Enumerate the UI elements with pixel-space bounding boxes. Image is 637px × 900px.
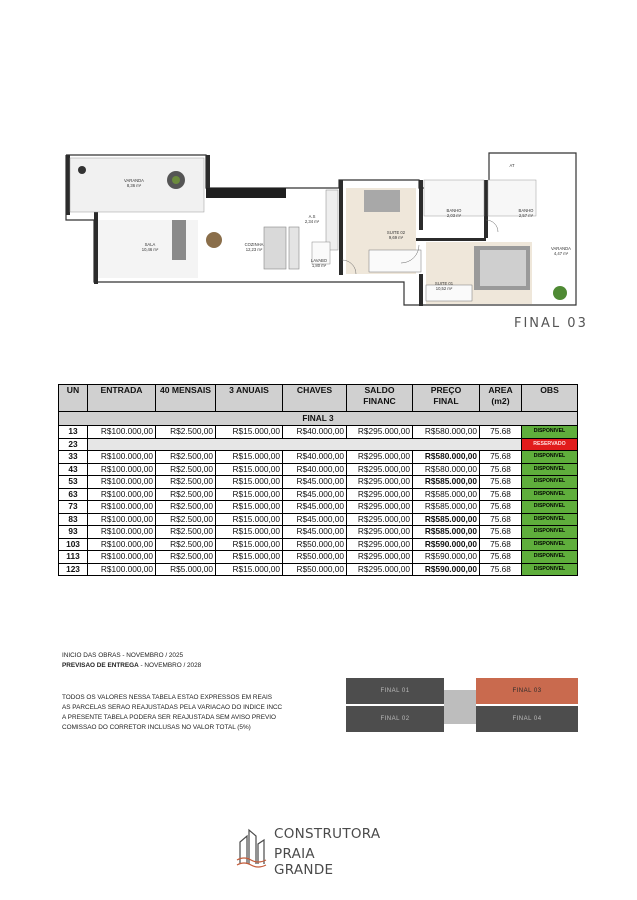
cell-mensais: R$2.500,00 — [156, 513, 216, 526]
cell-status-badge: DISPONIVEL — [522, 526, 578, 539]
room-varanda-name: VARANDA — [124, 178, 144, 183]
cell-mensais: R$2.500,00 — [156, 463, 216, 476]
cell-anuais: R$15.000,00 — [216, 463, 283, 476]
cell-area: 75.68 — [480, 488, 522, 501]
cell-entrada: R$100.000,00 — [88, 538, 156, 551]
col-header-un: UN — [59, 385, 88, 412]
table-row — [59, 526, 578, 539]
note-line: AS PARCELAS SERAO REAJUSTADAS PELA VARIACAO DO INDICE INCC — [62, 704, 283, 711]
cell-area: 75.68 — [480, 551, 522, 564]
cell-status-badge: DISPONIVEL — [522, 476, 578, 489]
cell-status-badge: RESERVADO — [522, 438, 578, 451]
cell-preco: R$580.000,00 — [413, 451, 480, 464]
table-row — [59, 476, 578, 489]
cell-un: 13 — [59, 426, 88, 439]
cell-chaves: R$50.000,00 — [283, 538, 347, 551]
cell-entrada: R$100.000,00 — [88, 501, 156, 514]
room-lavabo-name: LAVABO — [310, 258, 328, 263]
cell-mensais: R$2.500,00 — [156, 526, 216, 539]
col-header-mensais: 40 MENSAIS — [156, 385, 216, 412]
cell-area: 75.68 — [480, 476, 522, 489]
room-as-area: 2,34 m² — [304, 219, 320, 224]
cell-saldo: R$295.000,00 — [347, 563, 413, 576]
room-banho1-name: BANHO — [446, 208, 462, 213]
cell-mensais: R$2.500,00 — [156, 538, 216, 551]
cell-preco: R$590.000,00 — [413, 551, 480, 564]
cell-un: 113 — [59, 551, 88, 564]
delivery-label: PREVISAO DE ENTREGA — [62, 662, 139, 669]
cell-un: 83 — [59, 513, 88, 526]
section-title: FINAL 3 — [59, 412, 578, 426]
floor-plan — [64, 150, 584, 335]
cell-saldo: R$295.000,00 — [347, 451, 413, 464]
table-row — [59, 551, 578, 564]
room-suite2-name: SUITE 02 — [386, 230, 406, 235]
cell-saldo: R$295.000,00 — [347, 551, 413, 564]
col-header-entrada: ENTRADA — [88, 385, 156, 412]
keyplan-final-03: FINAL 03 — [476, 678, 578, 704]
cell-entrada: R$100.000,00 — [88, 426, 156, 439]
col-header-anuais: 3 ANUAIS — [216, 385, 283, 412]
cell-saldo: R$295.000,00 — [347, 426, 413, 439]
note-line: A PRESENTE TABELA PODERA SER REAJUSTADA SEM AVISO PREVIO — [62, 714, 277, 721]
logo-icon — [236, 826, 270, 868]
cell-anuais: R$15.000,00 — [216, 488, 283, 501]
logo-line-1: CONSTRUTORA — [274, 826, 381, 842]
cell-entrada: R$100.000,00 — [88, 526, 156, 539]
cell-preco: R$585.000,00 — [413, 526, 480, 539]
cell-preco: R$580.000,00 — [413, 426, 480, 439]
cell-un: 123 — [59, 563, 88, 576]
cell-preco: R$585.000,00 — [413, 476, 480, 489]
cell-un: 43 — [59, 463, 88, 476]
cell-area: 75.68 — [480, 526, 522, 539]
cell-saldo: R$295.000,00 — [347, 501, 413, 514]
company-logo — [236, 822, 381, 878]
cell-entrada: R$100.000,00 — [88, 513, 156, 526]
col-header-preco: PREÇO FINAL — [413, 385, 480, 412]
cell-chaves: R$40.000,00 — [283, 426, 347, 439]
cell-status-badge: DISPONIVEL — [522, 451, 578, 464]
terms-notes — [62, 693, 282, 733]
cell-mensais: R$2.500,00 — [156, 476, 216, 489]
cell-mensais: R$2.500,00 — [156, 488, 216, 501]
cell-mensais: R$2.500,00 — [156, 451, 216, 464]
col-header-chaves: CHAVES — [283, 385, 347, 412]
col-header-saldo: SALDO FINANC — [347, 385, 413, 412]
cell-saldo: R$295.000,00 — [347, 538, 413, 551]
cell-entrada: R$100.000,00 — [88, 463, 156, 476]
cell-chaves: R$45.000,00 — [283, 476, 347, 489]
table-row — [59, 463, 578, 476]
cell-area: 75.68 — [480, 563, 522, 576]
cell-anuais: R$15.000,00 — [216, 538, 283, 551]
cell-chaves: R$40.000,00 — [283, 463, 347, 476]
table-row — [59, 426, 578, 439]
table-row — [59, 513, 578, 526]
room-suite1-name: SUITE 01 — [434, 281, 454, 286]
room-lavabo-area: 1,80 m² — [311, 263, 327, 268]
price-table — [58, 384, 578, 576]
keyplan-final-02: FINAL 02 — [346, 706, 444, 732]
keyplan-final-01: FINAL 01 — [346, 678, 444, 704]
cell-entrada: R$100.000,00 — [88, 551, 156, 564]
key-plan — [346, 678, 578, 738]
cell-entrada: R$100.000,00 — [88, 476, 156, 489]
cell-un: 63 — [59, 488, 88, 501]
room-varanda2-name: VARANDA — [551, 246, 571, 251]
room-varanda-area: 8,36 m² — [126, 183, 142, 188]
cell-un: 93 — [59, 526, 88, 539]
cell-chaves: R$50.000,00 — [283, 563, 347, 576]
table-row — [59, 501, 578, 514]
room-banho2-area: 2,57 m² — [518, 213, 534, 218]
cell-status-badge: DISPONIVEL — [522, 426, 578, 439]
table-row — [59, 538, 578, 551]
final-label: FINAL 03 — [514, 316, 588, 331]
room-cozinha-area: 12,23 m² — [245, 247, 263, 252]
keyplan-core — [444, 690, 476, 724]
cell-preco: R$580.000,00 — [413, 463, 480, 476]
cell-chaves: R$40.000,00 — [283, 451, 347, 464]
table-row — [59, 563, 578, 576]
cell-status-badge: DISPONIVEL — [522, 501, 578, 514]
cell-anuais: R$15.000,00 — [216, 551, 283, 564]
cell-entrada: R$100.000,00 — [88, 451, 156, 464]
cell-un: 103 — [59, 538, 88, 551]
col-header-obs: OBS — [522, 385, 578, 412]
logo-line-2: PRAIA GRANDE — [274, 846, 334, 878]
cell-preco: R$585.000,00 — [413, 501, 480, 514]
cell-mensais: R$5.000,00 — [156, 563, 216, 576]
cell-saldo: R$295.000,00 — [347, 513, 413, 526]
cell-chaves: R$45.000,00 — [283, 488, 347, 501]
room-as-name: A.S — [308, 214, 316, 219]
room-sala-area: 10,46 m² — [141, 247, 159, 252]
cell-chaves: R$45.000,00 — [283, 526, 347, 539]
cell-anuais: R$15.000,00 — [216, 451, 283, 464]
section-row — [59, 412, 578, 426]
cell-saldo: R$295.000,00 — [347, 476, 413, 489]
cell-saldo: R$295.000,00 — [347, 488, 413, 501]
room-banho2-name: BANHO — [518, 208, 534, 213]
delivery-value: - NOVEMBRO / 2028 — [138, 662, 202, 669]
cell-status-badge: DISPONIVEL — [522, 551, 578, 564]
cell-area: 75.68 — [480, 513, 522, 526]
cell-preco: R$590.000,00 — [413, 538, 480, 551]
cell-chaves: R$45.000,00 — [283, 513, 347, 526]
table-header-row — [59, 385, 578, 412]
cell-preco: R$585.000,00 — [413, 513, 480, 526]
note-line: TODOS OS VALORES NESSA TABELA ESTAO EXPRESSOS EM REAIS — [62, 694, 273, 701]
cell-un: 33 — [59, 451, 88, 464]
cell-anuais: R$15.000,00 — [216, 501, 283, 514]
cell-anuais: R$15.000,00 — [216, 476, 283, 489]
cell-status-badge: DISPONIVEL — [522, 463, 578, 476]
cell-chaves: R$45.000,00 — [283, 501, 347, 514]
cell-anuais: R$15.000,00 — [216, 426, 283, 439]
room-at-name: AT — [509, 163, 515, 168]
cell-mensais: R$2.500,00 — [156, 501, 216, 514]
cell-area: 75.68 — [480, 426, 522, 439]
note-line: COMISSAO DO CORRETOR INCLUSAS NO VALOR TOTAL (5%) — [62, 724, 251, 731]
cell-un: 73 — [59, 501, 88, 514]
cell-area: 75.68 — [480, 463, 522, 476]
table-row — [59, 451, 578, 464]
schedule-info — [62, 651, 201, 671]
cell-saldo: R$295.000,00 — [347, 463, 413, 476]
cell-anuais: R$15.000,00 — [216, 513, 283, 526]
cell-status-badge: DISPONIVEL — [522, 563, 578, 576]
cell-preco: R$590.000,00 — [413, 563, 480, 576]
room-sala-name: SALA — [144, 242, 156, 247]
cell-mensais: R$2.500,00 — [156, 551, 216, 564]
cell-area: 75.68 — [480, 538, 522, 551]
cell-un: 23 — [59, 438, 88, 451]
cell-status-badge: DISPONIVEL — [522, 513, 578, 526]
cell-blank — [88, 438, 522, 451]
room-cozinha-name: COZINHA — [244, 242, 264, 247]
delivery-date — [62, 661, 201, 671]
cell-preco: R$585.000,00 — [413, 488, 480, 501]
cell-entrada: R$100.000,00 — [88, 563, 156, 576]
cell-mensais: R$2.500,00 — [156, 426, 216, 439]
cell-chaves: R$50.000,00 — [283, 551, 347, 564]
cell-status-badge: DISPONIVEL — [522, 538, 578, 551]
room-suite2-area: 9,69 m² — [388, 235, 404, 240]
cell-anuais: R$15.000,00 — [216, 563, 283, 576]
keyplan-final-04: FINAL 04 — [476, 706, 578, 732]
room-suite1-area: 10,52 m² — [435, 286, 453, 291]
table-row — [59, 438, 578, 451]
col-header-area: AREA (m2) — [480, 385, 522, 412]
table-row — [59, 488, 578, 501]
cell-area: 75.68 — [480, 451, 522, 464]
cell-saldo: R$295.000,00 — [347, 526, 413, 539]
cell-area: 75.68 — [480, 501, 522, 514]
cell-un: 53 — [59, 476, 88, 489]
room-varanda2-area: 4,47 m² — [553, 251, 569, 256]
cell-anuais: R$15.000,00 — [216, 526, 283, 539]
room-banho1-area: 2,03 m² — [446, 213, 462, 218]
cell-status-badge: DISPONIVEL — [522, 488, 578, 501]
cell-entrada: R$100.000,00 — [88, 488, 156, 501]
start-date: INICIO DAS OBRAS - NOVEMBRO / 2025 — [62, 652, 184, 659]
